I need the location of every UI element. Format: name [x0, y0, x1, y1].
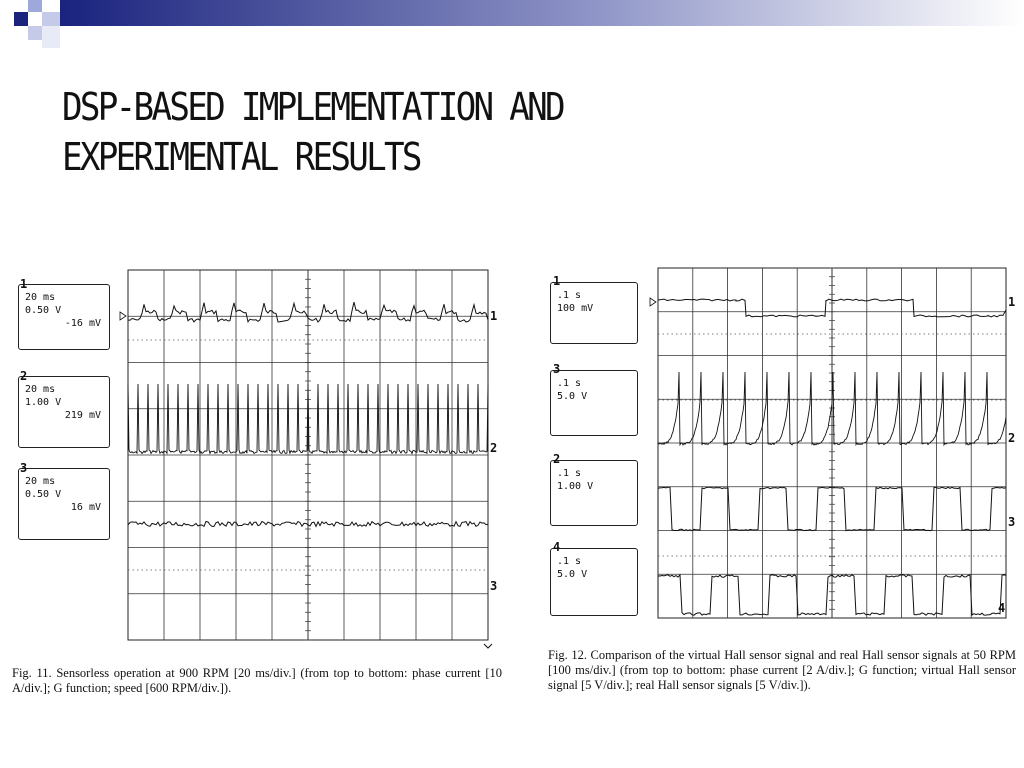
fig12-ch4-timebase: .1 s — [557, 556, 582, 567]
title-line-1: DSP-BASED IMPLEMENTATION AND — [62, 85, 563, 129]
fig12-ch1-label: 1 — [553, 274, 561, 288]
fig11-scope-svg — [118, 264, 498, 650]
fig11-channel-2-info — [18, 376, 110, 448]
fig12-channel-4-info — [550, 548, 638, 616]
fig12-scope-svg — [648, 262, 1018, 628]
decorative-header-band — [0, 0, 1024, 48]
fig11-ch3-label: 3 — [20, 461, 28, 475]
fig11-time-arrow — [484, 644, 492, 648]
fig12-ch2-scale: 1.00 V — [557, 481, 594, 492]
fig11-oscilloscope-screen — [118, 264, 498, 650]
fig12-ch3-label: 3 — [553, 362, 561, 376]
fig11-ch2-label: 2 — [20, 369, 28, 383]
fig12-ch4-label: 4 — [553, 540, 561, 554]
fig11-ch3-offset: 16 mV — [70, 502, 101, 513]
fig11-ch1-label: 1 — [20, 277, 28, 291]
fig11-channel-3-info — [18, 468, 110, 540]
fig12-ch4-scale: 5.0 V — [557, 569, 588, 580]
title-line-2: EXPERIMENTAL RESULTS — [62, 135, 420, 179]
fig12-ch3-scale: 5.0 V — [557, 391, 588, 402]
fig11-ch2-timebase: 20 ms — [25, 384, 56, 395]
fig11-trace-marker-1: 1 — [490, 309, 498, 323]
fig11-ch1-timebase: 20 ms — [25, 292, 56, 303]
fig12-channel-3-info — [550, 370, 638, 436]
fig12-trace1-ground-marker — [650, 298, 656, 306]
fig11-caption: Fig. 11. Sensorless operation at 900 RPM [20 ms/div.] (from top to bottom: phase current [10 A/div.]; G function; speed [600 RPM/div.]). — [12, 666, 502, 695]
slide-title — [62, 82, 710, 182]
fig12-caption: Fig. 12. Comparison of the virtual Hall sensor signal and real Hall sensor signals at 50 RPM [100 ms/div.] (from top to bottom: phase current [2 A/div.]; G function; virtual Hall sensor signal [5 V/div.]; real Hall sensor signals [5 V/div.]). — [548, 648, 1016, 692]
fig12-ch2-timebase: .1 s — [557, 468, 582, 479]
fig11-ch2-scale: 1.00 V — [25, 397, 62, 408]
fig12-ch1-scale: 100 mV — [557, 303, 594, 314]
fig11-channel-1-info — [18, 284, 110, 350]
fig12-trace-marker-1: 1 — [1008, 295, 1016, 309]
fig12-ch3-timebase: .1 s — [557, 378, 582, 389]
fig11-ch2-offset: 219 mV — [64, 410, 101, 421]
fig12-ch2-label: 2 — [553, 452, 561, 466]
fig11-ch1-scale: 0.50 V — [25, 305, 62, 316]
fig11-ch3-scale: 0.50 V — [25, 489, 62, 500]
fig11-ch3-timebase: 20 ms — [25, 476, 56, 487]
fig11-trace-marker-2: 2 — [490, 441, 498, 455]
fig11-trace-marker-3: 3 — [490, 579, 498, 593]
fig12-ch1-timebase: .1 s — [557, 290, 582, 301]
fig12-trace-marker-2: 2 — [1008, 431, 1016, 445]
fig12-channel-1-info — [550, 282, 638, 344]
fig11-trace1-ground-marker — [120, 312, 126, 320]
fig12-channel-2-info — [550, 460, 638, 526]
fig12-oscilloscope-screen — [648, 262, 1018, 628]
fig12-trace-marker-4: 4 — [998, 601, 1006, 615]
fig12-trace-marker-3: 3 — [1008, 515, 1016, 529]
fig11-ch1-offset: -16 mV — [64, 318, 101, 329]
